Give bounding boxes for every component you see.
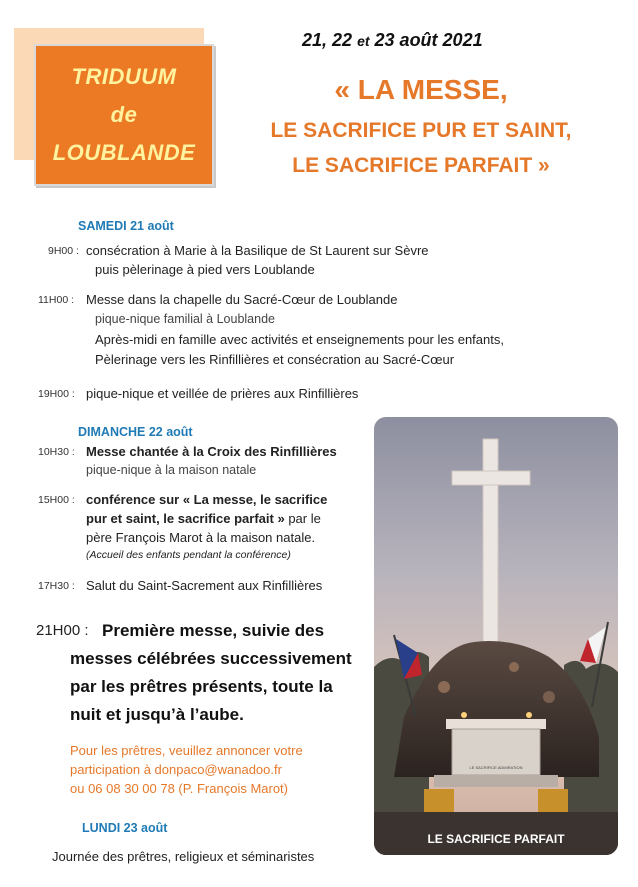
sun-item-3-line-1: Salut du Saint-Sacrement aux Rinfillières (86, 578, 323, 593)
badge-line-1: TRIDUUM (71, 64, 177, 89)
altar-top (446, 719, 546, 729)
cross-photo (374, 417, 618, 855)
sun-time-2: 15H00 : (38, 494, 75, 506)
candle-light (461, 712, 467, 718)
main-title-line-3: LE SACRIFICE PARFAIT » (292, 154, 550, 177)
altar-step (434, 775, 558, 787)
sat-time-1: 9H00 : (48, 245, 79, 257)
dates-days: 21, 22 (302, 30, 353, 50)
sat-item-2-line-3: Après-midi en famille avec activités et enseignements pour les enfants, (95, 332, 504, 347)
sun-item-2-line-3: père François Marot à la maison natale. (86, 530, 316, 545)
night-time: 21H00 : (36, 622, 89, 639)
event-dates (302, 30, 542, 51)
priests-note-line-3: ou 06 08 30 00 78 (P. François Marot) (70, 781, 288, 796)
sat-item-2-line-2: pique-nique familial à Loublande (95, 312, 275, 326)
dates-et: et (357, 33, 370, 49)
rock (509, 662, 519, 672)
sun-item-1-line-2: pique-nique à la maison natale (86, 463, 257, 477)
rock (543, 691, 555, 703)
night-line-2: messes célébrées successivement (70, 649, 352, 668)
sat-item-1-line-2: puis pèlerinage à pied vers Loublande (95, 262, 315, 277)
sat-time-2: 11H00 : (38, 294, 74, 306)
sun-item-2-note: (Accueil des enfants pendant la conférence) (86, 549, 291, 561)
sun-time-3: 17H30 : (38, 580, 75, 592)
monday-line: Journée des prêtres, religieux et séminaristes (52, 849, 315, 864)
priests-note-line-2: participation à donpaco@wanadoo.fr (70, 762, 282, 777)
sat-item-1-line-1: consécration à Marie à la Basilique de St Laurent sur Sèvre (86, 243, 429, 258)
monday-heading: LUNDI 23 août (82, 821, 168, 835)
saturday-heading: SAMEDI 21 août (78, 219, 174, 233)
candle-light (526, 712, 532, 718)
cross-photo-illustration (374, 417, 618, 855)
cross-horizontal (452, 471, 530, 485)
sun-item-1-line-1: Messe chantée à la Croix des Rinfillières (86, 444, 337, 459)
badge-line-3: LOUBLANDE (52, 140, 196, 165)
badge-line-2: de (110, 102, 138, 127)
main-title-line-1: « LA MESSE, (334, 74, 508, 105)
sunday-heading: DIMANCHE 22 août (78, 425, 193, 439)
sat-item-2-line-1: Messe dans la chapelle du Sacré-Cœur de Loublande (86, 292, 398, 307)
night-line-4: nuit et jusqu’à l’aube. (70, 705, 244, 724)
sun-item-2-par: par le (288, 511, 321, 526)
sat-item-2-line-4: Pèlerinage vers les Rinfillières et consécration au Sacré-Cœur (95, 352, 455, 367)
sat-item-3-line-1: pique-nique et veillée de prières aux Rinfillières (86, 386, 359, 401)
night-line-1: Première messe, suivie des (102, 621, 325, 640)
plaque-text: LE SACRIFICE ADMIRATION (469, 765, 523, 770)
night-line-3: par les prêtres présents, toute la (70, 677, 333, 696)
dates-month-year: 23 août 2021 (374, 30, 483, 50)
triduum-badge (34, 44, 214, 186)
sun-time-1: 10H30 : (38, 446, 75, 458)
main-title-line-2: LE SACRIFICE PUR ET SAINT, (270, 119, 572, 142)
sun-item-2-bold: pur et saint, le sacrifice parfait » (86, 511, 285, 526)
sun-item-2-line-2 (86, 511, 321, 526)
photo-caption: LE SACRIFICE PARFAIT (427, 832, 565, 846)
sun-item-2-line-1: conférence sur « La messe, le sacrifice (86, 492, 328, 507)
rock (438, 681, 450, 693)
sat-time-3: 19H00 : (38, 388, 75, 400)
priests-note-line-1: Pour les prêtres, veuillez annoncer votre (70, 743, 303, 758)
